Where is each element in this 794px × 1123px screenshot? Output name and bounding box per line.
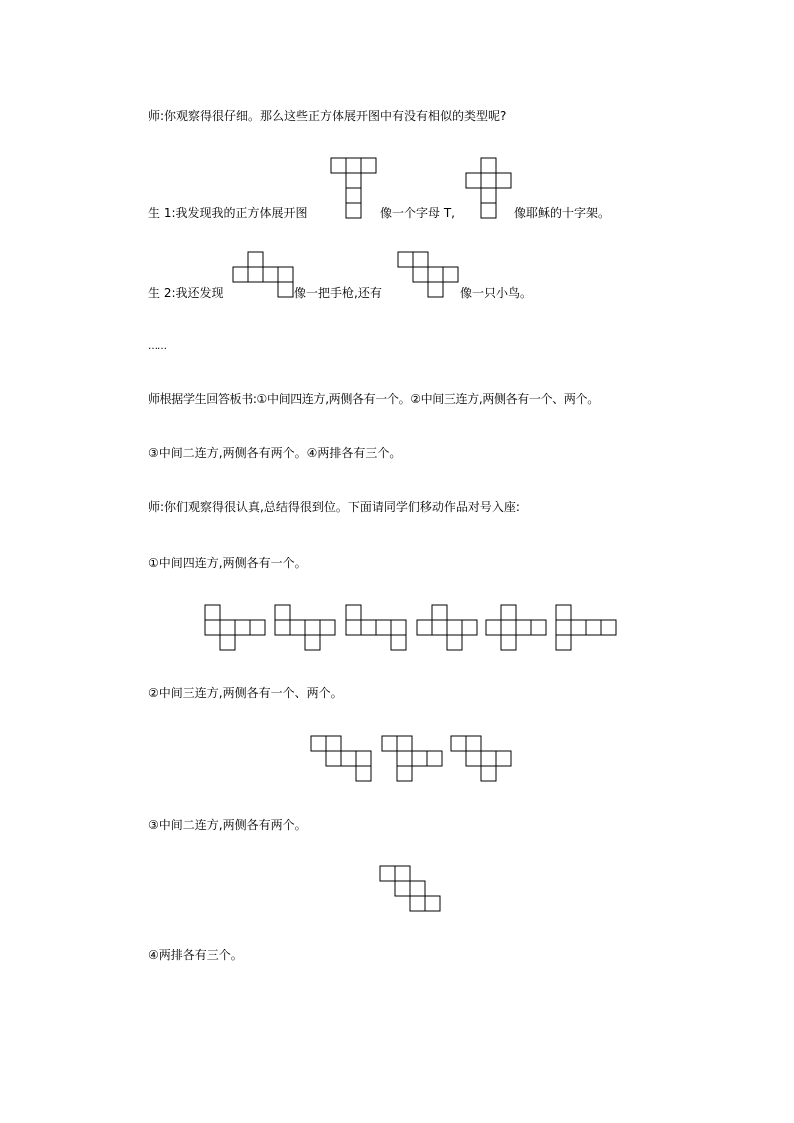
student1-text-end: 像耶稣的十字架。 [514,206,611,220]
category-1-net-3 [346,605,406,650]
student2-text-middle: 像一把手枪,还有 [294,286,382,300]
student1-text-middle: 像一个字母 T, [380,206,455,220]
student1-text-start: 生 1:我发现我的正方体展开图 [148,206,308,220]
category-4-heading: ④两排各有三个。 [148,948,243,962]
student2-text-start: 生 2:我还发现 [148,286,224,300]
board-summary-line: 师根据学生回答板书:①中间四连方,两侧各有一个。②中间三连方,两侧各有一个、两个。 [148,392,599,406]
category-3-net [380,866,440,911]
student2-text-end: 像一只小鸟。 [460,286,533,300]
teacher-question-line: 师:你观察得很仔细。那么这些正方体展开图中有没有相似的类型呢? [148,109,507,123]
category-2-net-3 [451,736,511,781]
board-summary-line-2: ③中间二连方,两侧各有两个。④两排各有三个。 [148,446,402,460]
category-2-net-1 [311,736,371,781]
category-2-net-2 [382,736,442,781]
category-1-heading: ①中间四连方,两侧各有一个。 [148,556,307,570]
category-1-net-1 [205,605,265,650]
category-1-net-6 [556,605,616,650]
category-1-net-4 [417,605,477,650]
bird-shaped-net [398,252,458,297]
t-shaped-net [331,158,376,218]
pistol-shaped-net [233,252,293,297]
cross-shaped-net [466,158,511,218]
category-2-heading: ②中间三连方,两侧各有一个、两个。 [148,686,343,700]
category-3-heading: ③中间二连方,两侧各有两个。 [148,818,307,832]
teacher-instruction-line: 师:你们观察得很认真,总结得很到位。下面请同学们移动作品对号入座: [148,500,520,514]
ellipsis: …… [148,341,166,352]
category-1-net-5 [486,605,546,650]
category-1-net-2 [275,605,335,650]
